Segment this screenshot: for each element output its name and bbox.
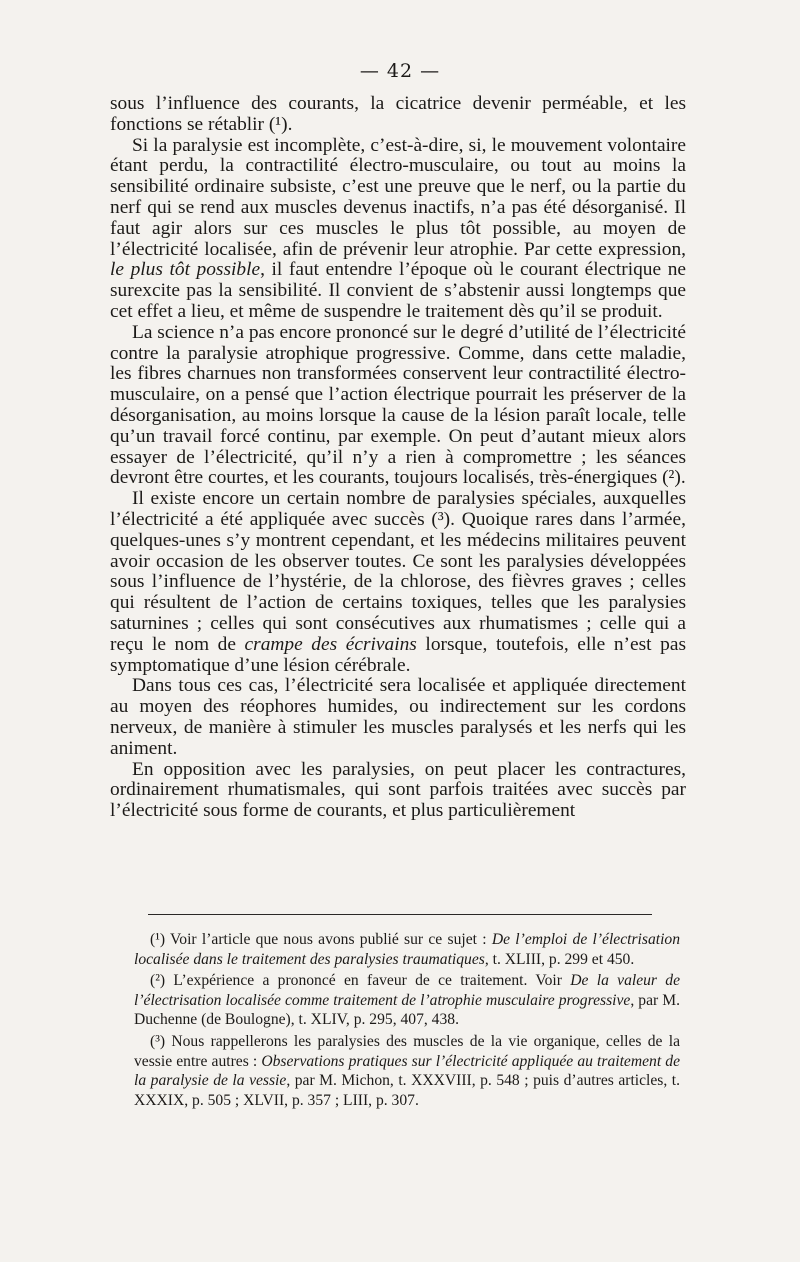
footnote-3-text-b: , par M. Michon, t. XXXVIII, p. 548 ; puis d’autres articles, t. XXXIX, p. 505 ; XLVII, p. 357 ; LIII, p. 307. (134, 1072, 680, 1109)
paragraph-1 (110, 94, 686, 136)
footnote-2-text-b: , par M. Duchenne (de Boulogne), t. XLIV, p. 295, 407, 438. (134, 991, 680, 1029)
footnotes (134, 930, 680, 1112)
footnote-2-title: De la valeur de l’électrisation localisée comme traitement de l’atrophie musculaire progressive (134, 972, 681, 1009)
paragraph-6 (110, 760, 686, 822)
footnote-3-text-a: (³) Nous rappellerons les paralysies des muscles de la vie organique, celles de la vessie entre autres : (134, 1032, 680, 1070)
footnote-1-text-b: , t. XLIII, p. 299 et 450. (484, 950, 635, 968)
footnote-1-text-a: (¹) Voir l’article que nous avons publié sur ce sujet : (150, 931, 492, 948)
footnote-1-title: De l’emploi de l’électrisation localisée dans le traitement des paralysies traumatiques (134, 931, 681, 968)
paragraph-4-text-a: Il existe encore un certain nombre de paralysies spéciales, auxquelles l’électricité a été appliquée avec succès (³). Quoique rares dans l’armée, quelques-unes s’y montrent cependant, et les médecins militaires peuvent avoir occasion de les observer toutes. Ce sont les paralysies développées sous l’influence de l’hystérie, de la chlorose, des fièvres graves ; celles qui résultent de l’action de certains toxiques, telles que les paralysies saturnines ; celles qui sont consécutives aux rhumatismes ; celle qui a reçu le nom de (110, 488, 686, 655)
paragraph-1-text: sous l’influence des courants, la cicatrice devenir perméable, et les fonctions se rétablir (¹). (110, 93, 686, 135)
page-number: — 42 — (359, 60, 441, 82)
paragraph-2 (110, 136, 686, 323)
paragraph-4 (110, 489, 686, 676)
footnote-1 (134, 930, 680, 969)
footnote-3 (134, 1032, 680, 1110)
paragraph-2-text-a: Si la paralysie est incomplète, c’est-à-dire, si, le mouvement volontaire étant perdu, la contractilité électro-musculaire, ou tout au moins la sensibilité ordinaire subsiste, c’est une preuve que le nerf, ou la partie du nerf qui se rend aux muscles devenus inactifs, n’a pas été désorganisé. Il faut agir alors sur ces muscles le plus tôt possible, au moyen de l’électricité localisée, afin de prévenir leur atrophie. Par cette expression, (110, 134, 686, 260)
paragraph-5-text: Dans tous ces cas, l’électricité sera localisée et appliquée directement au moyen des réophores humides, ou indirectement sur les cordons nerveux, de manière à stimuler les muscles paralysés et les nerfs qui les animent. (110, 675, 686, 759)
paragraph-2-text-b: , il faut entendre l’époque où le courant électrique ne surexcite pas la sensibilité. Il convient de s’abstenir aussi longtemps que cet effet a lieu, et même de suspendre le traitement dès qu’il se produit. (110, 259, 686, 322)
paragraph-5 (110, 676, 686, 759)
paragraph-4-emphasis: crampe des écrivains (244, 633, 417, 655)
paragraph-6-text: En opposition avec les paralysies, on peut placer les contractures, ordinairement rhumatismales, qui sont parfois traitées avec succès par l’électricité sous forme de courants, et plus particulièrement (110, 758, 686, 822)
paragraph-2-emphasis: le plus tôt possible (110, 259, 261, 281)
paragraph-4-text-b: lorsque, toutefois, elle n’est pas symptomatique d’une lésion cérébrale. (110, 633, 686, 676)
footnote-3-title: Observations pratiques sur l’électricité appliquée au traitement de la paralysie de la vessie (134, 1052, 680, 1090)
paragraph-3 (110, 323, 686, 489)
footnote-2-text-a: (²) L’expérience a prononcé en faveur de ce traitement. Voir (150, 972, 571, 990)
paragraph-3-text: La science n’a pas encore prononcé sur le degré d’utilité de l’électricité contre la paralysie atrophique progressive. Comme, dans cette maladie, les fibres charnues non transformées conservent leur contractilité électro-musculaire, on a pensé que l’action électrique pourrait les préserver de la désorganisation, au moins lorsque la cause de la lésion paraît locale, telle qu’un travail forcé continu, par exemple. On peut d’autant mieux alors essayer de l’électricité, qu’il n’y a rien à compromettre ; les séances devront être courtes, et les courants, toujours localisés, très-énergiques (²). (110, 321, 686, 489)
footnote-2 (134, 971, 680, 1030)
body-text (110, 94, 686, 822)
footnote-divider (148, 914, 652, 915)
